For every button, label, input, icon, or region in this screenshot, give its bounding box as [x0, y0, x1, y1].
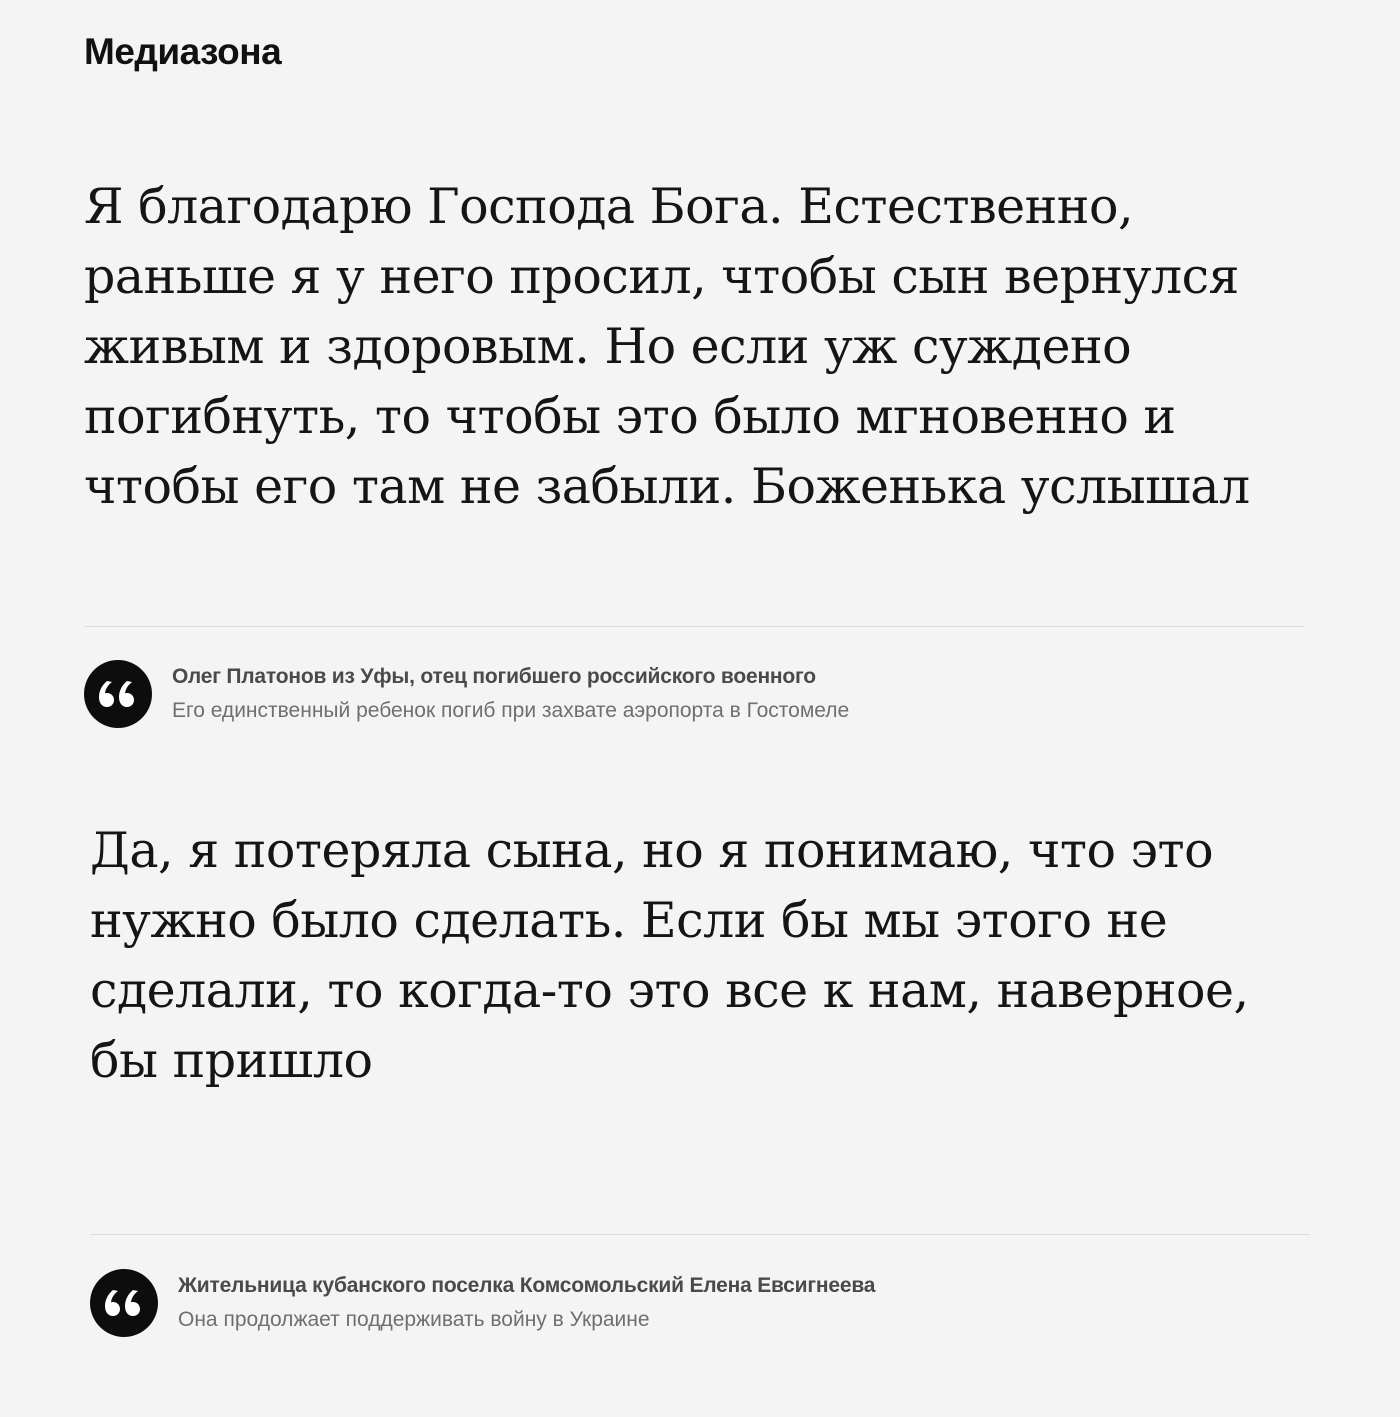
quote-author: Олег Платонов из Уфы, отец погибшего российского военного — [172, 665, 816, 688]
divider — [84, 626, 1304, 627]
quote-line: погибнуть, то чтобы это было мгновенно и — [84, 388, 1176, 445]
quote-mark-glyph — [98, 677, 138, 711]
quote-line: чтобы его там не забыли. Боженька услышал — [84, 458, 1250, 515]
divider — [90, 1234, 1310, 1235]
quote-text — [90, 816, 1330, 1096]
quote-mark-glyph — [104, 1286, 144, 1320]
quote-block — [84, 172, 1324, 522]
quote-author-description: Его единственный ребенок погиб при захвате аэропорта в Гостомеле — [172, 699, 850, 722]
quote-line: Я благодарю Господа Бога. Естественно, — [84, 178, 1134, 235]
quote-icon — [84, 660, 152, 728]
quote-line: Да, я потеряла сына, но я понимаю, что это — [90, 822, 1214, 879]
quote-attribution — [90, 1269, 875, 1337]
quote-text — [84, 172, 1324, 522]
quote-line: нужно было сделать. Если бы мы этого не — [90, 892, 1168, 949]
quote-line: бы пришло — [90, 1032, 373, 1089]
site-logo[interactable]: Медиазона — [84, 31, 282, 72]
quote-author: Жительница кубанского поселка Комсомольский Елена Евсигнеева — [178, 1274, 876, 1297]
quote-icon — [90, 1269, 158, 1337]
quote-block — [90, 816, 1330, 1096]
quote-line: живым и здоровым. Но если уж суждено — [84, 318, 1132, 375]
quote-line: раньше я у него просил, чтобы сын вернулся — [84, 248, 1239, 305]
quote-author-description: Она продолжает поддерживать войну в Украине — [178, 1308, 650, 1331]
quote-line: сделали, то когда-то это все к нам, наверное, — [90, 962, 1249, 1019]
quote-attribution — [84, 660, 849, 728]
